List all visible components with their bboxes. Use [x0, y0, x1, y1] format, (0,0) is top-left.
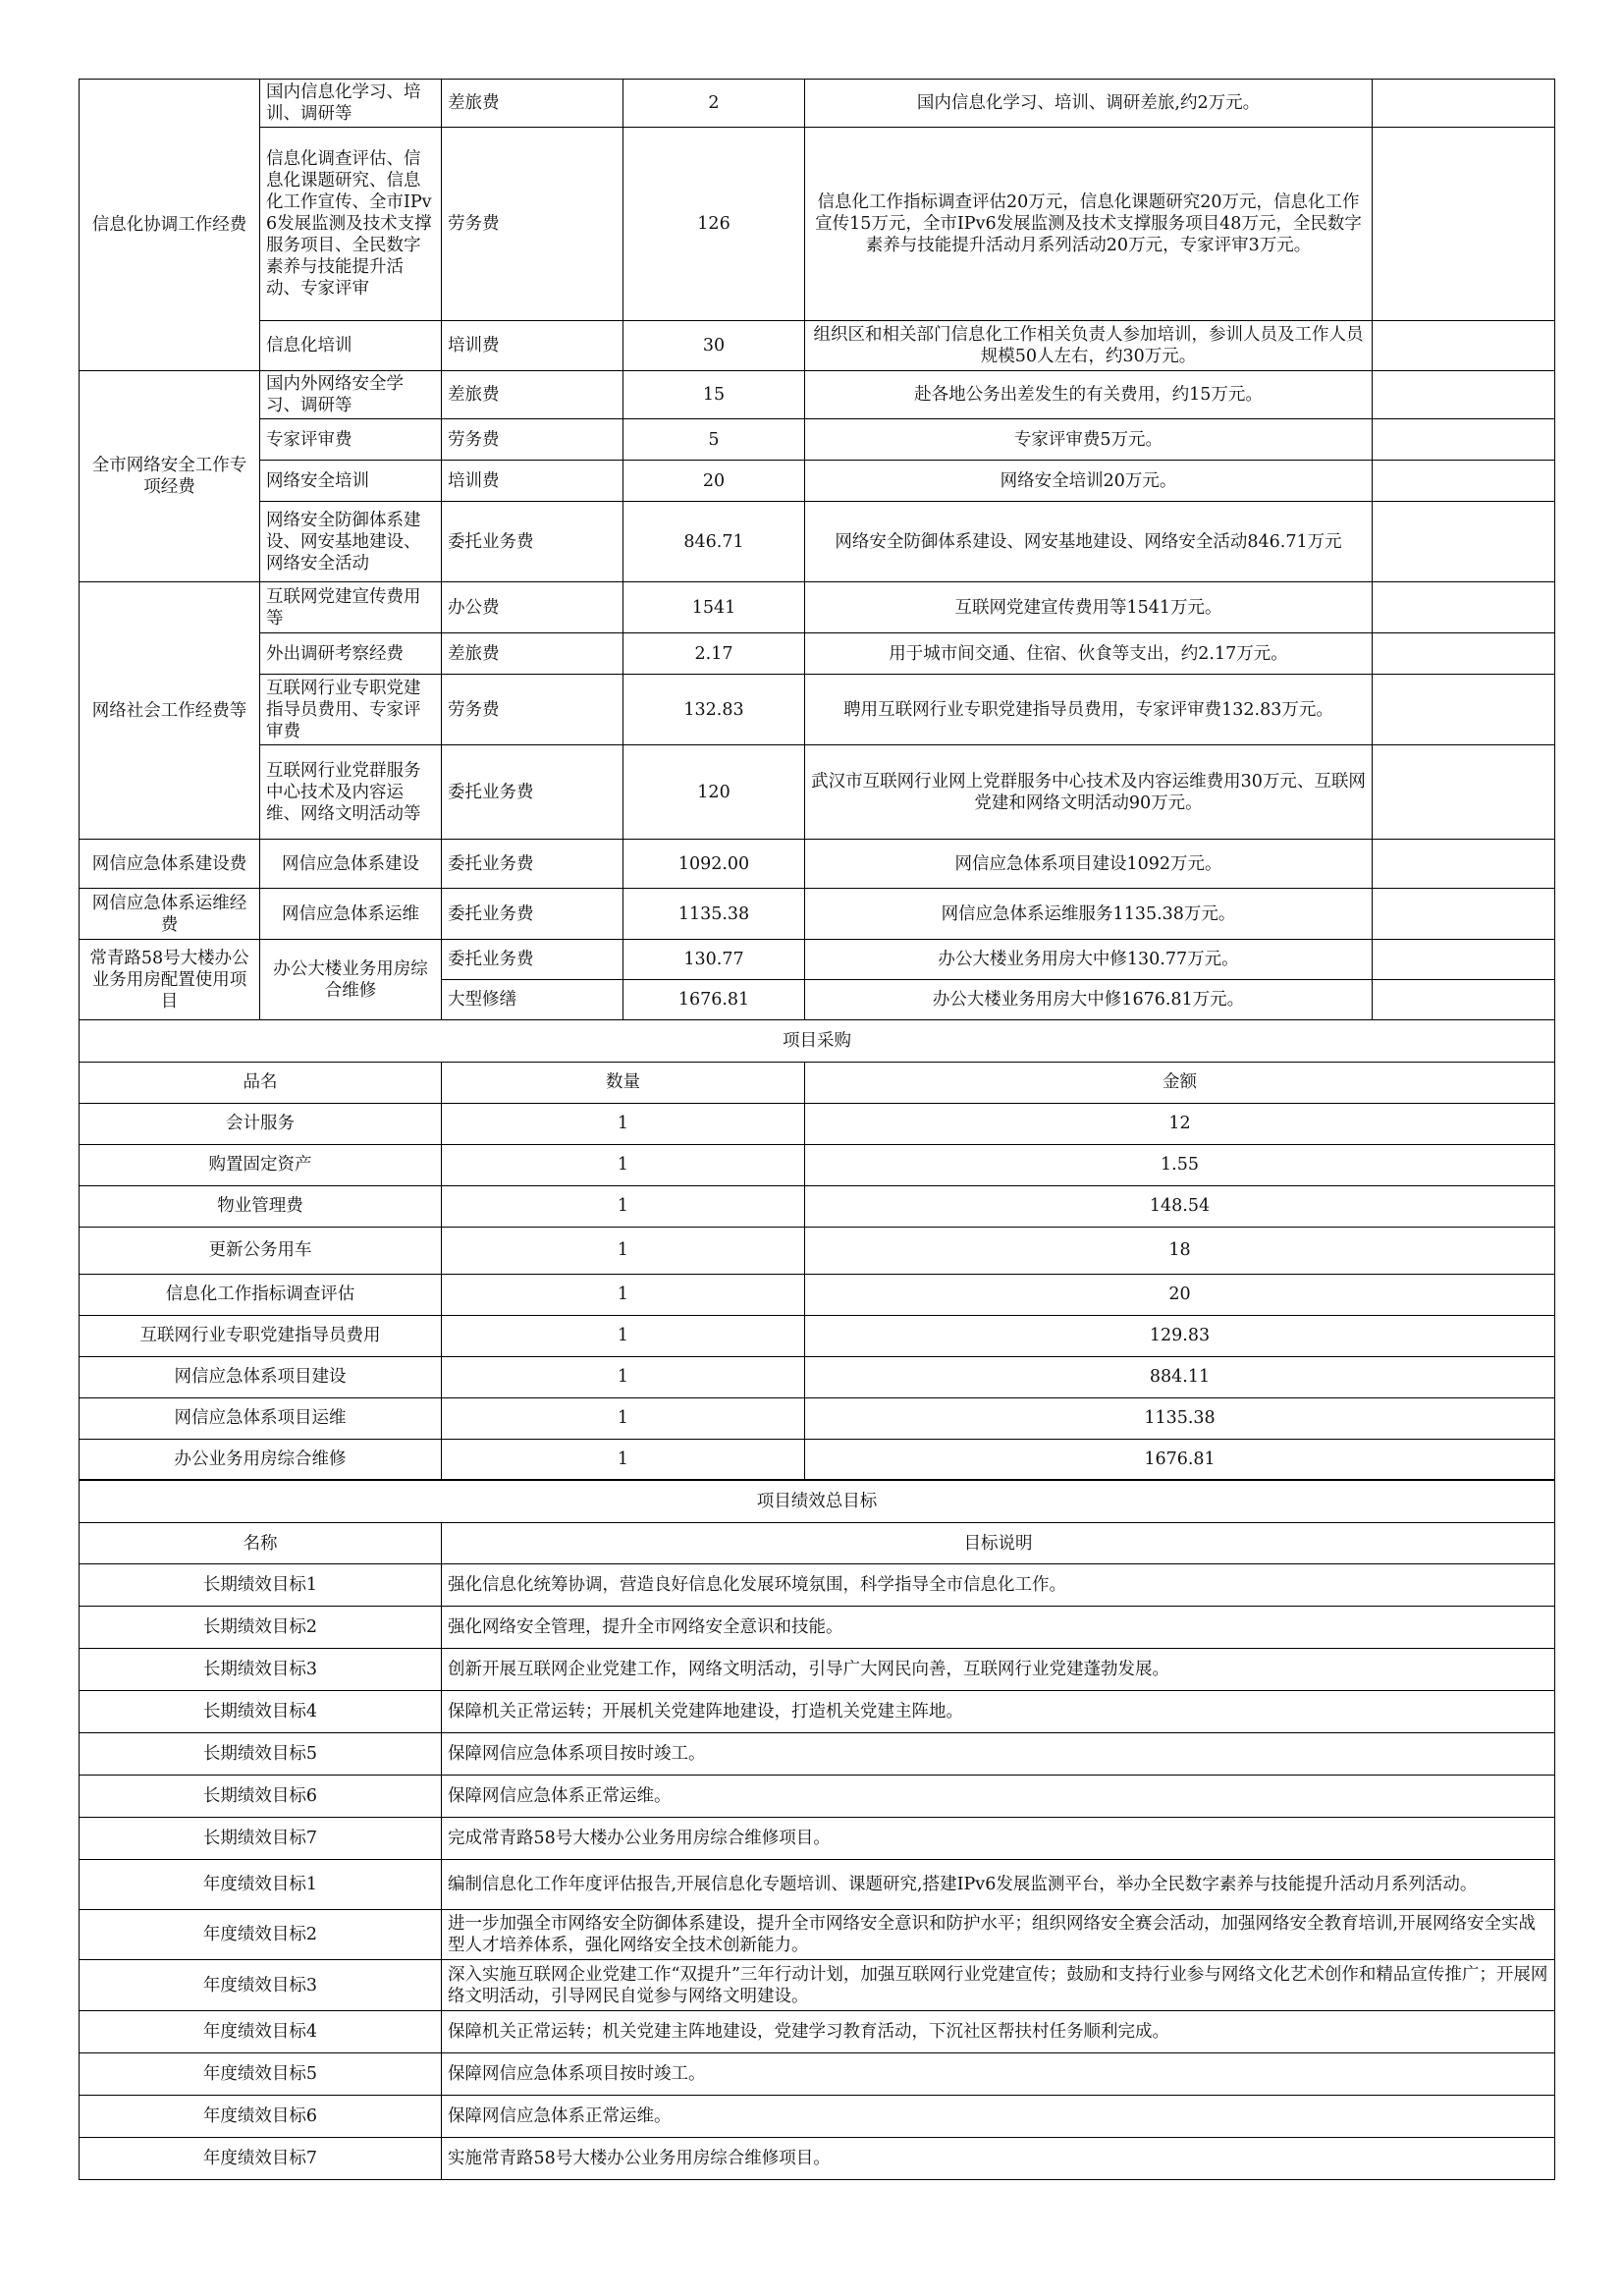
amount-cell: 18: [805, 1227, 1555, 1274]
table-header-row: [80, 1523, 1555, 1564]
expense-type-cell: 劳务费: [442, 128, 623, 321]
column-header: 名称: [80, 1523, 442, 1564]
expense-item-cell: 互联网党建宣传费用等: [260, 582, 442, 633]
table-row: [80, 502, 1555, 582]
table-row: [80, 1144, 1555, 1185]
goal-description-cell: 进一步加强全市网络安全防御体系建设，提升全市网络安全意识和防护水平；组织网络安全赛会活动，加强网络安全教育培训,开展网络安全实战型人才培养体系，强化网络安全技术创新能力。: [442, 1910, 1555, 1960]
goal-description-cell: 实施常青路58号大楼办公业务用房综合维修项目。: [442, 2138, 1555, 2180]
expense-type-cell: 培训费: [442, 461, 623, 502]
table-row: [80, 1691, 1555, 1733]
amount-cell: 12: [805, 1103, 1555, 1144]
table-row: [80, 633, 1555, 675]
expense-item-cell: 网络安全防御体系建设、网安基地建设、网络安全活动: [260, 502, 442, 582]
goal-name-cell: 长期绩效目标4: [80, 1691, 442, 1733]
description-cell: 办公大楼业务用房大中修1676.81万元。: [805, 980, 1373, 1020]
remark-cell: [1373, 419, 1555, 461]
table-row: [80, 80, 1555, 128]
table-row: [80, 1274, 1555, 1315]
table-row: [80, 1185, 1555, 1227]
goal-name-cell: 年度绩效目标7: [80, 2138, 442, 2180]
column-header: 品名: [80, 1062, 442, 1103]
remark-cell: [1373, 633, 1555, 675]
table-row: [80, 1564, 1555, 1607]
expense-item-cell: 专家评审费: [260, 419, 442, 461]
expense-type-cell: 差旅费: [442, 371, 623, 419]
table-row: [80, 1960, 1555, 2011]
goal-description-cell: 保障网信应急体系正常运维。: [442, 1776, 1555, 1818]
goal-description-cell: 强化信息化统筹协调，营造良好信息化发展环境氛围，科学指导全市信息化工作。: [442, 1564, 1555, 1607]
table-row: [80, 1860, 1555, 1910]
remark-cell: [1373, 502, 1555, 582]
amount-cell: 1135.38: [805, 1397, 1555, 1439]
description-cell: 专家评审费5万元。: [805, 419, 1373, 461]
amount-cell: 120: [623, 745, 805, 840]
amount-cell: 2: [623, 80, 805, 128]
goal-name-cell: 年度绩效目标5: [80, 2053, 442, 2096]
expense-item-cell: 互联网行业专职党建指导员费用、专家评审费: [260, 675, 442, 745]
table-row: [80, 745, 1555, 840]
table-row: [80, 1910, 1555, 1960]
table-row: [80, 419, 1555, 461]
expense-item-cell: 国内外网络安全学习、调研等: [260, 371, 442, 419]
remark-cell: [1373, 371, 1555, 419]
goal-description-cell: 保障机关正常运转；开展机关党建阵地建设，打造机关党建主阵地。: [442, 1691, 1555, 1733]
table-row: [80, 1649, 1555, 1691]
quantity-cell: 1: [442, 1315, 805, 1356]
goal-name-cell: 长期绩效目标3: [80, 1649, 442, 1691]
quantity-cell: 1: [442, 1274, 805, 1315]
budget-table: [79, 79, 1555, 1020]
table-row: [80, 2138, 1555, 2180]
performance-table: [79, 1479, 1555, 2180]
expense-type-cell: 劳务费: [442, 675, 623, 745]
expense-type-cell: 委托业务费: [442, 889, 623, 940]
product-name-cell: 会计服务: [80, 1103, 442, 1144]
quantity-cell: 1: [442, 1356, 805, 1397]
table-row: [80, 1397, 1555, 1439]
table-row: [80, 1733, 1555, 1776]
description-cell: 网信应急体系运维服务1135.38万元。: [805, 889, 1373, 940]
remark-cell: [1373, 675, 1555, 745]
remark-cell: [1373, 940, 1555, 980]
remark-cell: [1373, 321, 1555, 371]
product-name-cell: 网信应急体系项目运维: [80, 1397, 442, 1439]
goal-description-cell: 完成常青路58号大楼办公业务用房综合维修项目。: [442, 1818, 1555, 1860]
table-row: [80, 889, 1555, 940]
amount-cell: 1676.81: [805, 1439, 1555, 1480]
remark-cell: [1373, 745, 1555, 840]
amount-cell: 20: [623, 461, 805, 502]
description-cell: 互联网党建宣传费用等1541万元。: [805, 582, 1373, 633]
table-row: [80, 1356, 1555, 1397]
table-row: [80, 1227, 1555, 1274]
expense-type-cell: 培训费: [442, 321, 623, 371]
quantity-cell: 1: [442, 1103, 805, 1144]
quantity-cell: 1: [442, 1185, 805, 1227]
description-cell: 用于城市间交通、住宿、伙食等支出，约2.17万元。: [805, 633, 1373, 675]
quantity-cell: 1: [442, 1227, 805, 1274]
table-row: [80, 840, 1555, 889]
goal-description-cell: 深入实施互联网企业党建工作“双提升”三年行动计划，加强互联网行业党建宣传；鼓励和支持行业参与网络文化艺术创作和精品宣传推广；开展网络文明活动，引导网民自觉参与网络文明建设。: [442, 1960, 1555, 2011]
procurement-section-title: 项目采购: [80, 1019, 1555, 1062]
description-cell: 网络安全防御体系建设、网安基地建设、网络安全活动846.71万元: [805, 502, 1373, 582]
expense-type-cell: 委托业务费: [442, 502, 623, 582]
table-row: [80, 1818, 1555, 1860]
expense-item-cell: 网信应急体系建设: [260, 840, 442, 889]
remark-cell: [1373, 840, 1555, 889]
quantity-cell: 1: [442, 1439, 805, 1480]
description-cell: 信息化工作指标调查评估20万元，信息化课题研究20万元，信息化工作宣传15万元，全市IPv6发展监测及技术支撑服务项目48万元，全民数字素养与技能提升活动月系列活动20万元，专家评审3万元。: [805, 128, 1373, 321]
amount-cell: 884.11: [805, 1356, 1555, 1397]
project-group-cell: 网络社会工作经费等: [80, 582, 260, 840]
project-group-cell: 网信应急体系运维经费: [80, 889, 260, 940]
table-row: [80, 1019, 1555, 1062]
expense-type-cell: 差旅费: [442, 80, 623, 128]
goal-name-cell: 长期绩效目标5: [80, 1733, 442, 1776]
amount-cell: 15: [623, 371, 805, 419]
amount-cell: 132.83: [623, 675, 805, 745]
expense-type-cell: 委托业务费: [442, 840, 623, 889]
goal-description-cell: 保障网信应急体系项目按时竣工。: [442, 1733, 1555, 1776]
goal-name-cell: 长期绩效目标2: [80, 1607, 442, 1649]
expense-item-cell: 网络安全培训: [260, 461, 442, 502]
product-name-cell: 更新公务用车: [80, 1227, 442, 1274]
expense-item-cell: 信息化培训: [260, 321, 442, 371]
table-header-row: [80, 1062, 1555, 1103]
description-cell: 组织区和相关部门信息化工作相关负责人参加培训，参训人员及工作人员规模50人左右，约30万元。: [805, 321, 1373, 371]
table-row: [80, 582, 1555, 633]
quantity-cell: 1: [442, 1397, 805, 1439]
amount-cell: 148.54: [805, 1185, 1555, 1227]
table-row: [80, 2053, 1555, 2096]
goal-name-cell: 年度绩效目标2: [80, 1910, 442, 1960]
expense-type-cell: 委托业务费: [442, 745, 623, 840]
performance-section-title: 项目绩效总目标: [80, 1480, 1555, 1523]
expense-type-cell: 劳务费: [442, 419, 623, 461]
product-name-cell: 网信应急体系项目建设: [80, 1356, 442, 1397]
column-header: 数量: [442, 1062, 805, 1103]
amount-cell: 2.17: [623, 633, 805, 675]
expense-item-cell: 网信应急体系运维: [260, 889, 442, 940]
goal-description-cell: 保障网信应急体系正常运维。: [442, 2096, 1555, 2138]
goal-name-cell: 长期绩效目标6: [80, 1776, 442, 1818]
product-name-cell: 物业管理费: [80, 1185, 442, 1227]
amount-cell: 1092.00: [623, 840, 805, 889]
remark-cell: [1373, 889, 1555, 940]
table-row: [80, 2011, 1555, 2053]
expense-type-cell: 委托业务费: [442, 940, 623, 980]
goal-name-cell: 年度绩效目标6: [80, 2096, 442, 2138]
remark-cell: [1373, 128, 1555, 321]
table-row: [80, 1315, 1555, 1356]
goal-name-cell: 年度绩效目标4: [80, 2011, 442, 2053]
expense-item-cell: 外出调研考察经费: [260, 633, 442, 675]
description-cell: 国内信息化学习、培训、调研差旅,约2万元。: [805, 80, 1373, 128]
expense-item-cell: 办公大楼业务用房综合维修: [260, 940, 442, 1020]
expense-item-cell: 互联网行业党群服务中心技术及内容运维、网络文明活动等: [260, 745, 442, 840]
product-name-cell: 互联网行业专职党建指导员费用: [80, 1315, 442, 1356]
project-group-cell: 信息化协调工作经费: [80, 80, 260, 371]
amount-cell: 126: [623, 128, 805, 321]
remark-cell: [1373, 461, 1555, 502]
amount-cell: 20: [805, 1274, 1555, 1315]
table-row: [80, 1776, 1555, 1818]
amount-cell: 1.55: [805, 1144, 1555, 1185]
expense-type-cell: 差旅费: [442, 633, 623, 675]
amount-cell: 129.83: [805, 1315, 1555, 1356]
description-cell: 聘用互联网行业专职党建指导员费用，专家评审费132.83万元。: [805, 675, 1373, 745]
project-group-cell: 常青路58号大楼办公业务用房配置使用项目: [80, 940, 260, 1020]
product-name-cell: 办公业务用房综合维修: [80, 1439, 442, 1480]
goal-description-cell: 编制信息化工作年度评估报告,开展信息化专题培训、课题研究,搭建IPv6发展监测平台，举办全民数字素养与技能提升活动月系列活动。: [442, 1860, 1555, 1910]
goal-description-cell: 保障机关正常运转；机关党建主阵地建设，党建学习教育活动，下沉社区帮扶村任务顺利完成。: [442, 2011, 1555, 2053]
remark-cell: [1373, 582, 1555, 633]
table-row: [80, 321, 1555, 371]
table-row: [80, 371, 1555, 419]
description-cell: 办公大楼业务用房大中修130.77万元。: [805, 940, 1373, 980]
goal-description-cell: 强化网络安全管理，提升全市网络安全意识和技能。: [442, 1607, 1555, 1649]
description-cell: 网络安全培训20万元。: [805, 461, 1373, 502]
description-cell: 网信应急体系项目建设1092万元。: [805, 840, 1373, 889]
goal-name-cell: 年度绩效目标3: [80, 1960, 442, 2011]
column-header: 目标说明: [442, 1523, 1555, 1564]
goal-description-cell: 保障网信应急体系项目按时竣工。: [442, 2053, 1555, 2096]
amount-cell: 30: [623, 321, 805, 371]
procurement-table: [79, 1019, 1555, 1481]
amount-cell: 1676.81: [623, 980, 805, 1020]
quantity-cell: 1: [442, 1144, 805, 1185]
amount-cell: 130.77: [623, 940, 805, 980]
goal-name-cell: 年度绩效目标1: [80, 1860, 442, 1910]
expense-item-cell: 信息化调查评估、信息化课题研究、信息化工作宣传、全市IPv6发展监测及技术支撑服务项目、全民数字素养与技能提升活动、专家评审: [260, 128, 442, 321]
goal-name-cell: 长期绩效目标7: [80, 1818, 442, 1860]
amount-cell: 5: [623, 419, 805, 461]
expense-type-cell: 办公费: [442, 582, 623, 633]
product-name-cell: 购置固定资产: [80, 1144, 442, 1185]
remark-cell: [1373, 80, 1555, 128]
table-row: [80, 461, 1555, 502]
project-group-cell: 网信应急体系建设费: [80, 840, 260, 889]
table-row: [80, 1607, 1555, 1649]
table-row: [80, 675, 1555, 745]
expense-item-cell: 国内信息化学习、培训、调研等: [260, 80, 442, 128]
description-cell: 武汉市互联网行业网上党群服务中心技术及内容运维费用30万元、互联网党建和网络文明活动90万元。: [805, 745, 1373, 840]
expense-type-cell: 大型修缮: [442, 980, 623, 1020]
remark-cell: [1373, 980, 1555, 1020]
table-row: [80, 1439, 1555, 1480]
amount-cell: 1135.38: [623, 889, 805, 940]
table-row: [80, 128, 1555, 321]
column-header: 金额: [805, 1062, 1555, 1103]
product-name-cell: 信息化工作指标调查评估: [80, 1274, 442, 1315]
goal-name-cell: 长期绩效目标1: [80, 1564, 442, 1607]
amount-cell: 1541: [623, 582, 805, 633]
table-row: [80, 1103, 1555, 1144]
amount-cell: 846.71: [623, 502, 805, 582]
description-cell: 赴各地公务出差发生的有关费用，约15万元。: [805, 371, 1373, 419]
goal-description-cell: 创新开展互联网企业党建工作，网络文明活动，引导广大网民向善，互联网行业党建蓬勃发展。: [442, 1649, 1555, 1691]
table-row: [80, 2096, 1555, 2138]
project-group-cell: 全市网络安全工作专项经费: [80, 371, 260, 582]
table-row: [80, 1480, 1555, 1523]
table-row: [80, 940, 1555, 980]
document-sheet: [79, 79, 1554, 2180]
